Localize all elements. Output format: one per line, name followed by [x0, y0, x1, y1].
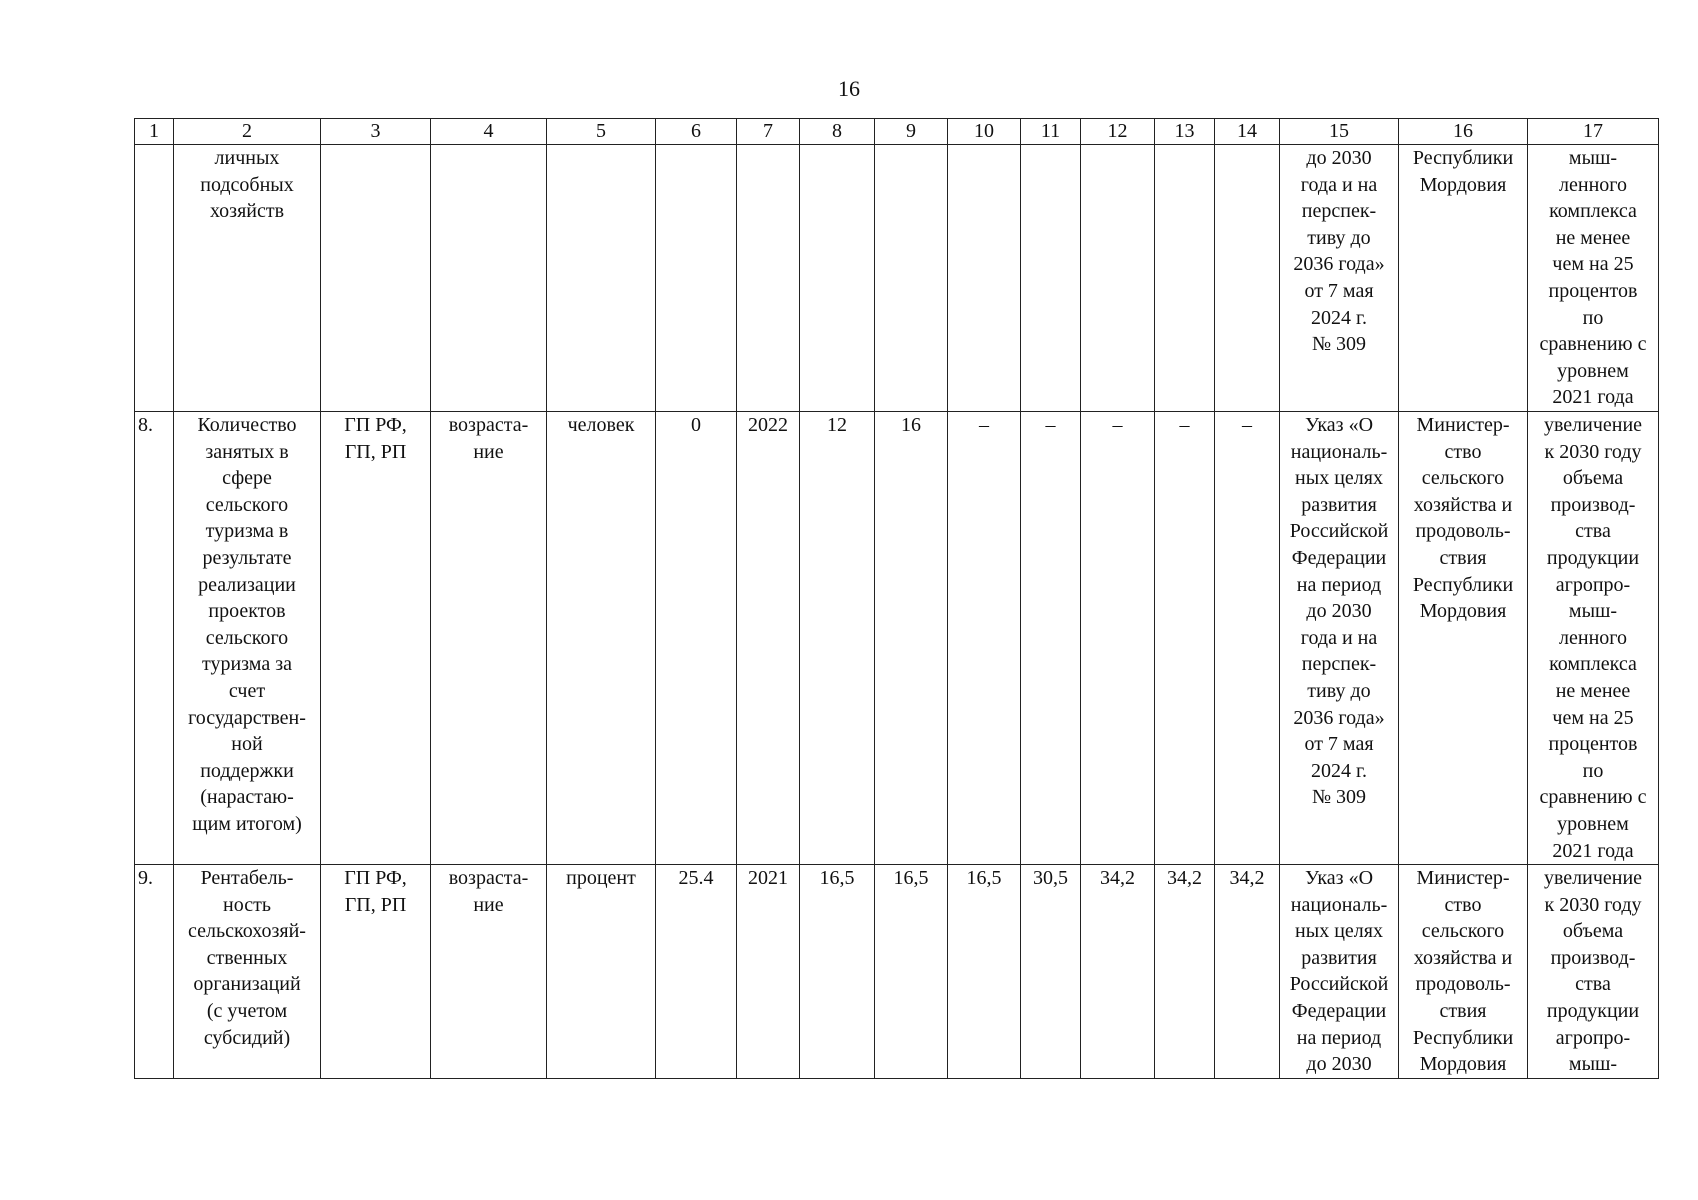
- level-cell: [321, 145, 431, 412]
- column-number: 15: [1280, 119, 1399, 145]
- table-row: [135, 412, 1659, 865]
- column-number: 7: [737, 119, 800, 145]
- column-number: 5: [547, 119, 656, 145]
- level-cell: ГП РФ, ГП, РП: [321, 412, 431, 865]
- value-cell: –: [1081, 412, 1155, 865]
- value-cell: 12: [800, 412, 875, 865]
- value-cell: –: [1021, 412, 1081, 865]
- indicator-name-cell: Рентабель- ность сельскохозяй- ственных организаций (с учетом субсидий): [174, 865, 321, 1079]
- indicator-name-cell: Количество занятых в сфере сельского туризма в результате реализации проектов сельского туризма за счет государствен- ной поддержки (нарастаю- щим итогом): [174, 412, 321, 865]
- row-number-cell: 9.: [135, 865, 174, 1079]
- goal-link-cell: увеличение к 2030 году объема производ- ства продукции агропро- мыш-: [1528, 865, 1659, 1079]
- base-value-cell: [656, 145, 737, 412]
- value-cell: [875, 145, 948, 412]
- column-number: 3: [321, 119, 431, 145]
- value-cell: 30,5: [1021, 865, 1081, 1079]
- column-number: 2: [174, 119, 321, 145]
- column-number: 14: [1215, 119, 1280, 145]
- value-cell: [800, 145, 875, 412]
- row-number-cell: 8.: [135, 412, 174, 865]
- indicator-name-cell: личных подсобных хозяйств: [174, 145, 321, 412]
- responsible-cell: Министер- ство сельского хозяйства и продоволь- ствия Республики Мордовия: [1399, 865, 1528, 1079]
- trend-cell: возраста- ние: [431, 412, 547, 865]
- value-cell: [1081, 145, 1155, 412]
- table-row: [135, 865, 1659, 1079]
- indicators-table: [134, 118, 1659, 1079]
- base-year-cell: 2021: [737, 865, 800, 1079]
- value-cell: –: [1155, 412, 1215, 865]
- value-cell: –: [1215, 412, 1280, 865]
- unit-cell: [547, 145, 656, 412]
- value-cell: 16,5: [800, 865, 875, 1079]
- column-number: 9: [875, 119, 948, 145]
- page-number: 16: [838, 76, 860, 101]
- responsible-cell: Министер- ство сельского хозяйства и продоволь- ствия Республики Мордовия: [1399, 412, 1528, 865]
- column-number: 10: [948, 119, 1021, 145]
- base-value-cell: 0: [656, 412, 737, 865]
- row-number-cell: [135, 145, 174, 412]
- value-cell: [1215, 145, 1280, 412]
- column-number: 17: [1528, 119, 1659, 145]
- document-cell: до 2030 года и на перспек- тиву до 2036 года» от 7 мая 2024 г. № 309: [1280, 145, 1399, 412]
- level-cell: ГП РФ, ГП, РП: [321, 865, 431, 1079]
- value-cell: [1021, 145, 1081, 412]
- table-row: [135, 145, 1659, 412]
- value-cell: 34,2: [1215, 865, 1280, 1079]
- value-cell: 16: [875, 412, 948, 865]
- column-number: 13: [1155, 119, 1215, 145]
- value-cell: [948, 145, 1021, 412]
- value-cell: 16,5: [948, 865, 1021, 1079]
- document-cell: Указ «О националь- ных целях развития Российской Федерации на период до 2030 года и на перспек- тиву до 2036 года» от 7 мая 2024 г. № 309: [1280, 412, 1399, 865]
- trend-cell: [431, 145, 547, 412]
- base-value-cell: 25.4: [656, 865, 737, 1079]
- base-year-cell: [737, 145, 800, 412]
- value-cell: [1155, 145, 1215, 412]
- column-number-row: [135, 119, 1659, 145]
- document-cell: Указ «О националь- ных целях развития Российской Федерации на период до 2030: [1280, 865, 1399, 1079]
- goal-link-cell: мыш- ленного комплекса не менее чем на 25 процентов по сравнению с уровнем 2021 года: [1528, 145, 1659, 412]
- unit-cell: процент: [547, 865, 656, 1079]
- value-cell: –: [948, 412, 1021, 865]
- column-number: 1: [135, 119, 174, 145]
- column-number: 6: [656, 119, 737, 145]
- column-number: 11: [1021, 119, 1081, 145]
- column-number: 12: [1081, 119, 1155, 145]
- column-number: 4: [431, 119, 547, 145]
- value-cell: 34,2: [1155, 865, 1215, 1079]
- trend-cell: возраста- ние: [431, 865, 547, 1079]
- unit-cell: человек: [547, 412, 656, 865]
- column-number: 8: [800, 119, 875, 145]
- column-number: 16: [1399, 119, 1528, 145]
- value-cell: 16,5: [875, 865, 948, 1079]
- base-year-cell: 2022: [737, 412, 800, 865]
- value-cell: 34,2: [1081, 865, 1155, 1079]
- responsible-cell: Республики Мордовия: [1399, 145, 1528, 412]
- goal-link-cell: увеличение к 2030 году объема производ- ства продукции агропро- мыш- ленного комплекса не менее чем на 25 процентов по сравнению с уровнем 2021 года: [1528, 412, 1659, 865]
